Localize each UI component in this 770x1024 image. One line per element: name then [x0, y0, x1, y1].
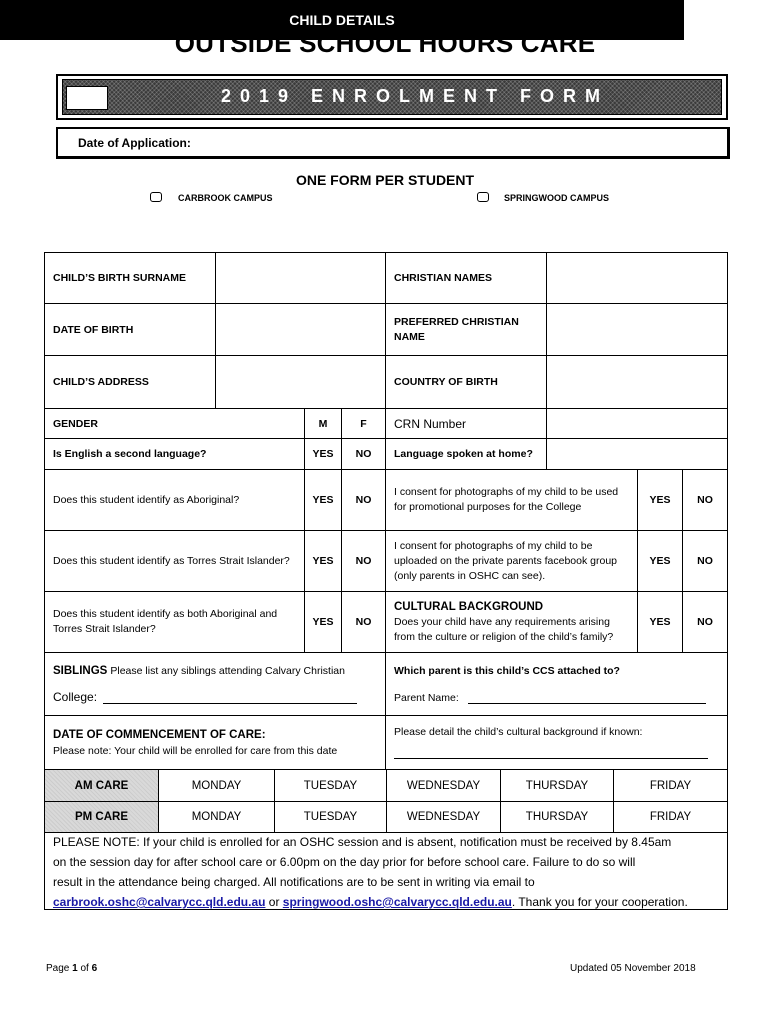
gender-f-option[interactable]: F — [341, 408, 386, 439]
ccs-question: Which parent is this child’s CCS attached to? — [394, 665, 620, 677]
aboriginal-label: Does this student identify as Aboriginal? — [44, 469, 305, 531]
country-of-birth-input[interactable] — [546, 355, 728, 409]
pm-monday[interactable]: MONDAY — [158, 801, 275, 833]
parent-name-label: Parent Name: — [394, 692, 459, 704]
both-yes-option[interactable]: YES — [304, 591, 342, 653]
cultural-background-question: Does your child have any requirements arising from the culture or religion of the child’s family? — [394, 615, 614, 643]
page-of: of — [77, 963, 92, 974]
country-of-birth-label: COUNTRY OF BIRTH — [385, 355, 547, 409]
birth-surname-label: CHILD’S BIRTH SURNAME — [44, 252, 216, 304]
notice-thanks: . Thank you for your cooperation. — [511, 895, 688, 909]
torres-yes-option[interactable]: YES — [304, 530, 342, 592]
crn-input[interactable] — [546, 408, 728, 439]
notice-line-2: on the session day for after school care or 6.00pm on the day prior for before school care. Failure to do so will — [53, 855, 636, 869]
torres-label: Does this student identify as Torres Strait Islander? — [44, 530, 305, 592]
notice-text — [53, 832, 725, 912]
am-wednesday[interactable]: WEDNESDAY — [386, 769, 501, 802]
am-thursday[interactable]: THURSDAY — [500, 769, 614, 802]
cultural-yes-option[interactable]: YES — [637, 591, 683, 653]
siblings-prompt — [53, 665, 345, 677]
cultural-background-title: CULTURAL BACKGROUND — [394, 600, 544, 613]
child-details-header: CHILD DETAILS — [0, 0, 684, 40]
ccs-cell — [385, 652, 728, 716]
one-form-notice: ONE FORM PER STUDENT — [295, 172, 475, 188]
gender-label: GENDER — [44, 408, 305, 439]
language-home-input[interactable] — [546, 438, 728, 470]
language-home-label: Language spoken at home? — [385, 438, 547, 470]
cultural-no-option[interactable]: NO — [682, 591, 728, 653]
college-line[interactable] — [103, 703, 357, 704]
birth-surname-input[interactable] — [215, 252, 386, 304]
notice-line-3: result in the attendance being charged. All notifications are to be sent in writing via email to — [53, 875, 535, 889]
notice-or: or — [265, 895, 283, 909]
carbrook-checkbox[interactable] — [150, 192, 162, 202]
page-title: OUTSIDE SCHOOL HOURS CARE — [174, 28, 596, 58]
commencement-title: DATE OF COMMENCEMENT OF CARE: — [53, 729, 266, 741]
springwood-email-link[interactable]: springwood.oshc@calvarycc.qld.edu.au — [282, 895, 512, 909]
page-number — [46, 963, 97, 974]
crn-label: CRN Number — [385, 408, 547, 439]
english-second-label: Is English a second language? — [44, 438, 305, 470]
dob-label: DATE OF BIRTH — [44, 303, 216, 356]
siblings-title: SIBLINGS — [53, 665, 108, 677]
pm-care-label: PM CARE — [44, 801, 159, 833]
banner-logo-box — [66, 86, 108, 110]
cultural-background-cell — [385, 591, 638, 653]
am-friday[interactable]: FRIDAY — [613, 769, 728, 802]
preferred-name-input[interactable] — [546, 303, 728, 356]
consent-facebook-no-option[interactable]: NO — [682, 530, 728, 592]
aboriginal-yes-option[interactable]: YES — [304, 469, 342, 531]
commencement-cell — [44, 715, 386, 770]
carbrook-label: CARBROOK CAMPUS — [178, 193, 273, 203]
pm-friday[interactable]: FRIDAY — [613, 801, 728, 833]
parent-name-line[interactable] — [468, 703, 706, 704]
pm-wednesday[interactable]: WEDNESDAY — [386, 801, 501, 833]
english-yes-option[interactable]: YES — [304, 438, 342, 470]
am-care-label: AM CARE — [44, 769, 159, 802]
both-no-option[interactable]: NO — [341, 591, 386, 653]
gender-m-option[interactable]: M — [304, 408, 342, 439]
christian-names-label: CHRISTIAN NAMES — [385, 252, 547, 304]
consent-promo-yes-option[interactable]: YES — [637, 469, 683, 531]
dob-input[interactable] — [215, 303, 386, 356]
cultural-detail-line[interactable] — [394, 758, 708, 759]
torres-no-option[interactable]: NO — [341, 530, 386, 592]
am-tuesday[interactable]: TUESDAY — [274, 769, 387, 802]
banner-title: 2019 ENROLMENT FORM — [220, 86, 610, 106]
college-label: College: — [53, 690, 98, 704]
consent-promo-no-option[interactable]: NO — [682, 469, 728, 531]
am-monday[interactable]: MONDAY — [158, 769, 275, 802]
pm-thursday[interactable]: THURSDAY — [500, 801, 614, 833]
consent-facebook-label: I consent for photographs of my child to be uploaded on the private parents facebook group (only parents in OSHC can see). — [385, 530, 638, 592]
consent-promo-label: I consent for photographs of my child to be used for promotional purposes for the College — [385, 469, 638, 531]
aboriginal-no-option[interactable]: NO — [341, 469, 386, 531]
siblings-text: Please list any siblings attending Calvary Christian — [110, 665, 345, 677]
page-current: 1 — [72, 963, 78, 974]
pm-tuesday[interactable]: TUESDAY — [274, 801, 387, 833]
notice-line-4 — [53, 892, 725, 912]
both-label: Does this student identify as both Aboriginal and Torres Strait Islander? — [44, 591, 305, 653]
siblings-cell — [44, 652, 386, 716]
page-total: 6 — [91, 963, 98, 974]
springwood-label: SPRINGWOOD CAMPUS — [504, 193, 610, 203]
english-no-option[interactable]: NO — [341, 438, 386, 470]
notice-line-1: PLEASE NOTE: If your child is enrolled for an OSHC session and is absent, notification must be received by 8.45am — [53, 835, 672, 849]
address-label: CHILD’S ADDRESS — [44, 355, 216, 409]
preferred-name-label: PREFERRED CHRISTIAN NAME — [385, 303, 547, 356]
cultural-detail-cell — [385, 715, 728, 770]
christian-names-input[interactable] — [546, 252, 728, 304]
springwood-checkbox[interactable] — [477, 192, 489, 202]
date-of-application-label: Date of Application: — [78, 136, 191, 150]
consent-facebook-yes-option[interactable]: YES — [637, 530, 683, 592]
commencement-note: Please note: Your child will be enrolled for care from this date — [53, 745, 338, 757]
carbrook-email-link[interactable]: carbrook.oshc@calvarycc.qld.edu.au — [53, 895, 266, 909]
address-input[interactable] — [215, 355, 386, 409]
updated-date: Updated 05 November 2018 — [570, 963, 696, 974]
page-prefix: Page — [46, 963, 73, 974]
cultural-detail-prompt: Please detail the child’s cultural background if known: — [394, 726, 643, 738]
